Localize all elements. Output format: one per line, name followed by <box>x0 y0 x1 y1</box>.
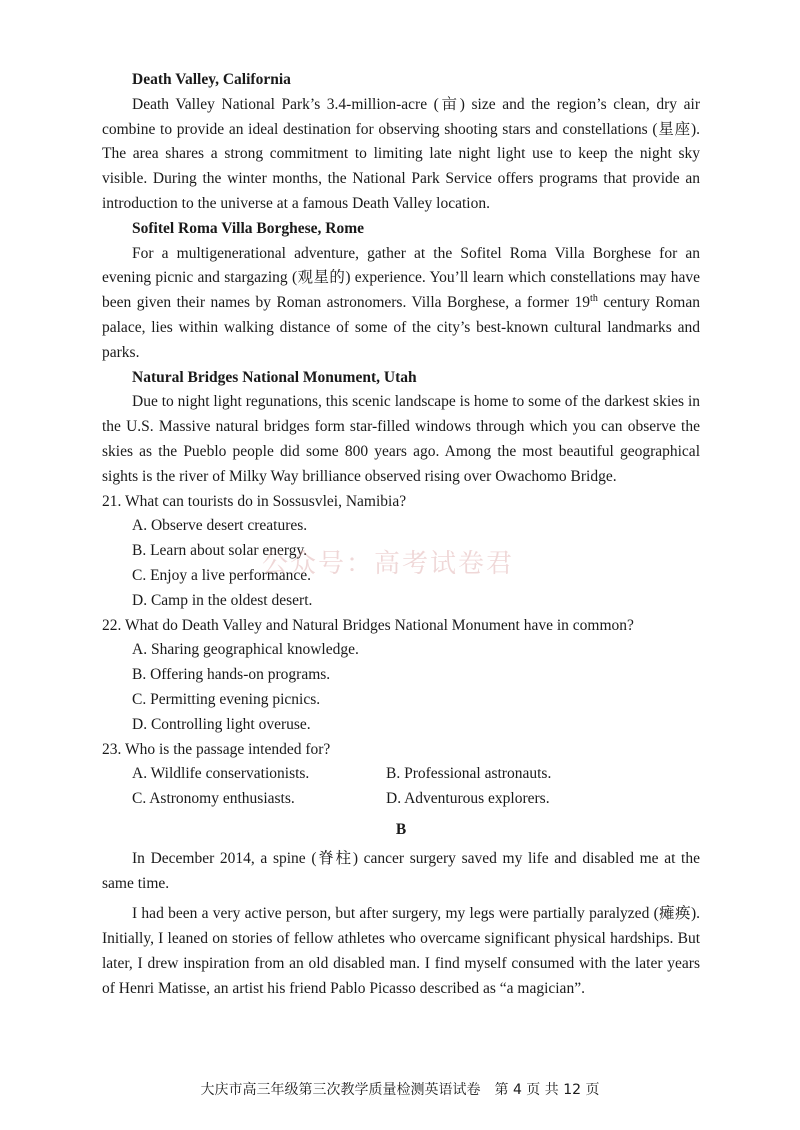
superscript-th: th <box>590 293 598 305</box>
question-stem: 23. Who is the passage intended for? <box>102 740 331 758</box>
option-a: A. Wildlife conservationists. <box>132 765 310 783</box>
question-22 <box>102 614 700 738</box>
option-c: C. Permitting evening picnics. <box>132 690 321 708</box>
option-b: B. Learn about solar energy. <box>132 542 308 560</box>
page-content <box>102 68 700 1007</box>
passage-a-section-death-valley <box>102 68 700 217</box>
options-row <box>102 787 700 812</box>
option-b: B. Professional astronauts. <box>386 765 552 783</box>
section-heading: Sofitel Roma Villa Borghese, Rome <box>132 219 365 237</box>
question-stem: 21. What can tourists do in Sossusvlei, Namibia? <box>102 492 407 510</box>
passage-b-paragraph: I had been a very active person, but after surgery, my legs were partially paralyzed (瘫痪). Initially, I leaned on stories of fellow athletes who overcame significant physical hardships. But later, I drew inspiration from an old disabled man. I find myself consumed with the later years of Henri Matisse, an artist his friend Pablo Picasso described as “a magician”. <box>102 905 700 997</box>
option-c: C. Astronomy enthusiasts. <box>132 790 295 808</box>
passage-a-section-utah <box>102 366 700 490</box>
section-heading: Death Valley, California <box>132 71 291 88</box>
option-d: D. Controlling light overuse. <box>132 715 311 733</box>
passage-a-section-rome <box>102 217 700 366</box>
option-c: C. Enjoy a live performance. <box>132 566 312 584</box>
watermark: 公众号：高考试卷君 <box>262 549 515 579</box>
page-footer: 大庆市高三年级第三次教学质量检测英语试卷 第 4 页 共 12 页 <box>200 1082 600 1098</box>
section-body-text: For a multigenerational adventure, gather at the Sofitel Roma Villa Borghese for an evening picnic and stargazing (观星的) experience. You’ll learn which constellations may have been given their names by Roman astronomers. Villa Borghese, a former 19 <box>102 244 700 312</box>
section-body: Death Valley National Park’s 3.4-million-acre (亩) size and the region’s clean, dry air combine to provide an ideal destination for observing shooting stars and constellations (星座). The area shares a strong commitment to limiting late night light use to keep the night sky visible. During the winter months, the National Park Service offers programs that provide an introduction to the universe at a famous Death Valley location. <box>102 95 700 212</box>
question-stem: 22. What do Death Valley and Natural Bridges National Monument have in common? <box>102 616 634 634</box>
question-21 <box>102 490 700 614</box>
section-body <box>102 242 700 366</box>
option-a: A. Sharing geographical knowledge. <box>132 641 359 659</box>
passage-b-paragraph: In December 2014, a spine (脊柱) cancer surgery saved my life and disabled me at the same time. <box>102 849 700 892</box>
options-row <box>102 762 700 787</box>
section-body-text: century Roman palace, lies within walking distance of some of the city’s best-known cultural landmarks and parks. <box>102 294 700 361</box>
option-d: D. Camp in the oldest desert. <box>132 591 313 609</box>
option-a: A. Observe desert creatures. <box>132 517 308 535</box>
question-23 <box>102 738 700 812</box>
section-body: Due to night light regunations, this scenic landscape is home to some of the darkest skies in the U.S. Massive natural bridges form star-filled windows through which you can observe the skies as the Pueblo people did some 800 years ago. Among the most beautiful geographical sights is the river of Milky Way brilliance observed rising over Owachomo Bridge. <box>102 393 700 485</box>
passage-b-letter: B <box>395 820 407 838</box>
section-heading: Natural Bridges National Monument, Utah <box>132 368 417 386</box>
option-b: B. Offering hands-on programs. <box>132 666 331 684</box>
option-d: D. Adventurous explorers. <box>386 790 550 808</box>
